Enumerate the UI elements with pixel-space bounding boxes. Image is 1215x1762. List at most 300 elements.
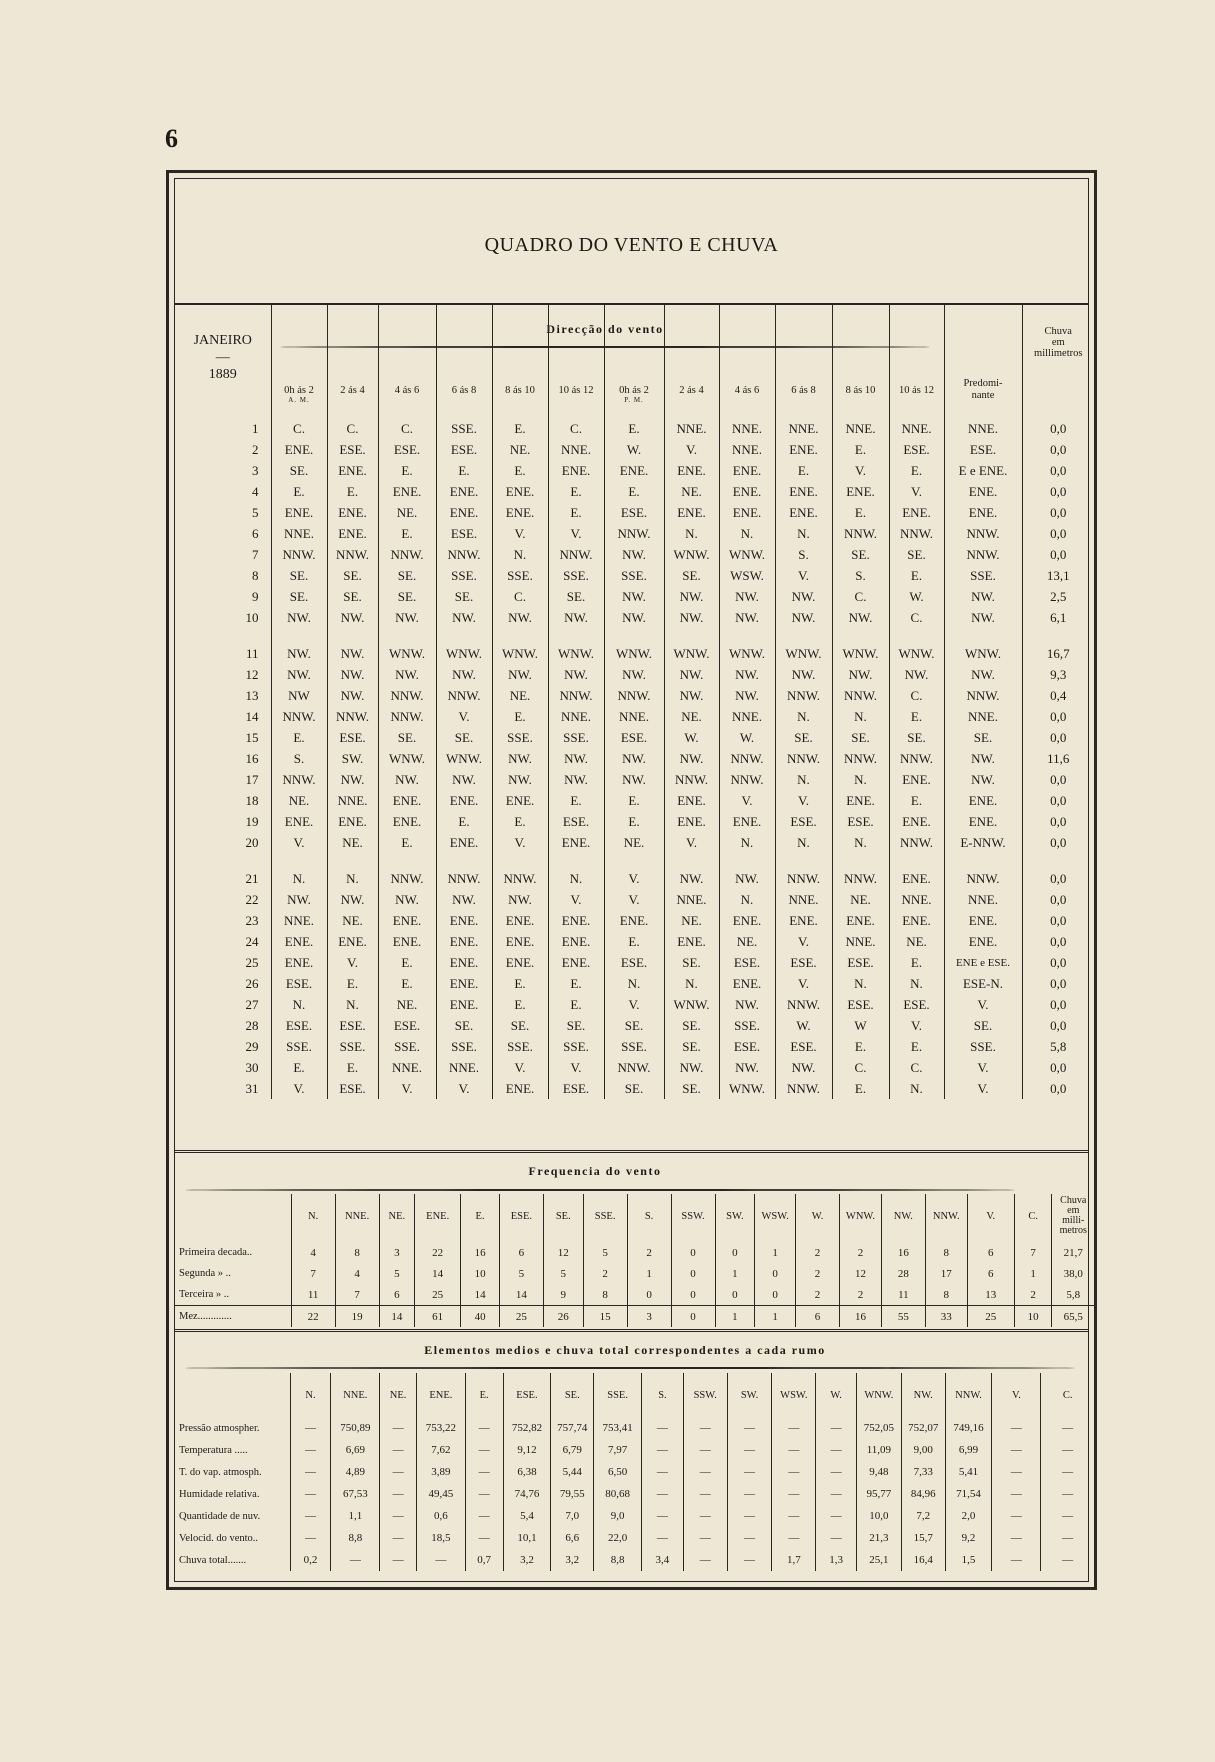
wind-cell: NW.	[548, 748, 604, 769]
element-cell: —	[772, 1417, 816, 1439]
wind-cell: NW.	[664, 607, 719, 628]
wind-cell: ENE.	[548, 832, 604, 853]
wind-cell: NW.	[548, 769, 604, 790]
table-row	[175, 1439, 1094, 1461]
element-cell: —	[642, 1439, 684, 1461]
predominant-cell: ENE.	[944, 481, 1022, 502]
wind-cell: E.	[378, 832, 436, 853]
wind-cell: N.	[492, 544, 548, 565]
rain-cell: 0,0	[1022, 790, 1094, 811]
wind-cell: NW.	[271, 607, 327, 628]
wind-cell: SE.	[889, 544, 944, 565]
predominant-cell: ENE.	[944, 910, 1022, 931]
frequency-cell: 40	[461, 1306, 500, 1328]
wind-cell: ENE.	[436, 502, 492, 523]
wind-cell: N.	[889, 1078, 944, 1099]
year-label: 1889	[208, 367, 237, 382]
wind-cell: ENE.	[492, 931, 548, 952]
frequency-cell: 1	[715, 1263, 755, 1284]
wind-cell: NW.	[775, 586, 832, 607]
wind-cell: NW.	[492, 607, 548, 628]
hour-header: 0h ás 2 A. M.	[271, 304, 327, 418]
wind-cell: SSE.	[548, 1036, 604, 1057]
frequency-cell: 2	[840, 1284, 882, 1306]
frequency-cell: 1	[715, 1306, 755, 1328]
wind-cell: E.	[775, 460, 832, 481]
rain-cell: 0,0	[1022, 973, 1094, 994]
frequency-cell: 2	[796, 1263, 840, 1284]
frequency-cell: 5	[499, 1263, 543, 1284]
wind-cell: SSE.	[492, 727, 548, 748]
frequency-cell: 0	[671, 1263, 715, 1284]
wind-cell: SE.	[436, 727, 492, 748]
element-cell: —	[727, 1527, 772, 1549]
wind-cell: C.	[327, 418, 378, 439]
wind-cell: ENE.	[436, 994, 492, 1015]
element-cell: —	[1041, 1461, 1094, 1483]
frequency-cell: 6	[796, 1306, 840, 1328]
wind-cell: N.	[832, 769, 889, 790]
element-cell: —	[380, 1417, 417, 1439]
frequency-cell: 25	[967, 1306, 1014, 1328]
wind-cell: N.	[832, 973, 889, 994]
day-cell: 18	[245, 792, 259, 808]
frequency-cell: 0	[671, 1238, 715, 1263]
predominant-cell: ENE e ESE.	[944, 952, 1022, 973]
wind-cell: NNE.	[775, 418, 832, 439]
frequency-cell: 10	[1014, 1306, 1052, 1328]
wind-cell: ESE.	[604, 952, 664, 973]
wind-cell: ESE.	[548, 1078, 604, 1099]
hour-header: 2 ás 4	[327, 304, 378, 418]
frequency-heading-flourish	[185, 1189, 1015, 1191]
element-cell: —	[772, 1505, 816, 1527]
element-cell: —	[816, 1461, 857, 1483]
table-row	[175, 544, 1094, 565]
predominant-cell: ENE.	[944, 931, 1022, 952]
element-cell: —	[380, 1505, 417, 1527]
wind-cell: ENE.	[775, 502, 832, 523]
direction-header: SSE.	[583, 1194, 627, 1238]
wind-cell: WNW.	[664, 994, 719, 1015]
wind-cell: C.	[548, 418, 604, 439]
wind-cell: SSE.	[327, 1036, 378, 1057]
wind-cell: NNW.	[436, 685, 492, 706]
direction-header: N.	[291, 1194, 335, 1238]
table-row	[175, 1263, 1094, 1284]
frequency-cell: 7	[291, 1263, 335, 1284]
element-cell: —	[1041, 1483, 1094, 1505]
wind-cell: ENE.	[548, 910, 604, 931]
wind-cell: V.	[664, 439, 719, 460]
day-cell: 27	[245, 996, 259, 1012]
rain-header: Chuva em millimetros	[1022, 304, 1094, 418]
wind-cell: NW.	[492, 889, 548, 910]
wind-cell: NE.	[327, 910, 378, 931]
day-cell: 30	[245, 1059, 259, 1075]
day-cell: 14	[245, 708, 259, 724]
predominant-header: Predomi- nante	[944, 304, 1022, 418]
wind-cell: N.	[664, 523, 719, 544]
wind-cell: V.	[271, 1078, 327, 1099]
day-cell: 17	[245, 771, 259, 787]
table-row	[175, 889, 1094, 910]
element-cell: 752,82	[503, 1417, 551, 1439]
table-row	[175, 1015, 1094, 1036]
month-header	[175, 304, 271, 418]
frequency-cell: 6	[967, 1263, 1014, 1284]
frequency-cell: 1	[627, 1263, 671, 1284]
wind-cell: SE.	[378, 586, 436, 607]
wind-cell: V.	[889, 1015, 944, 1036]
direction-header: WSW.	[772, 1373, 816, 1417]
wind-direction-heading: Direcção do vento	[546, 322, 664, 336]
wind-cell: ENE.	[719, 460, 775, 481]
wind-cell: ENE.	[719, 502, 775, 523]
wind-cell: ENE.	[664, 790, 719, 811]
element-cell: 4,89	[331, 1461, 380, 1483]
wind-cell: C.	[889, 685, 944, 706]
wind-cell: ESE.	[775, 1036, 832, 1057]
element-cell: 10,1	[503, 1527, 551, 1549]
wind-cell: NNW.	[604, 523, 664, 544]
elements-table	[175, 1373, 1094, 1571]
row-label: Pressão atmospher.	[179, 1422, 260, 1434]
wind-cell: V.	[664, 832, 719, 853]
wind-cell: W.	[664, 727, 719, 748]
frequency-cell: 8	[925, 1284, 967, 1306]
wind-cell: ENE.	[436, 481, 492, 502]
table-row	[175, 1306, 1094, 1328]
wind-cell: W.	[719, 727, 775, 748]
frequency-cell: 13	[967, 1284, 1014, 1306]
direction-header: V.	[992, 1373, 1041, 1417]
wind-cell: SE.	[378, 727, 436, 748]
element-cell: —	[1041, 1527, 1094, 1549]
wind-cell: NNW.	[548, 544, 604, 565]
wind-cell: E.	[604, 811, 664, 832]
frequency-cell: 1	[755, 1238, 796, 1263]
rain-cell: 11,6	[1022, 748, 1094, 769]
element-cell: —	[683, 1505, 727, 1527]
element-cell: 15,7	[901, 1527, 945, 1549]
rain-cell: 13,1	[1022, 565, 1094, 586]
frequency-cell: 28	[881, 1263, 925, 1284]
element-cell: —	[465, 1461, 503, 1483]
month-label: JANEIRO	[193, 333, 252, 348]
wind-cell: W.	[775, 1015, 832, 1036]
predominant-cell: E e ENE.	[944, 460, 1022, 481]
frequency-cell: 22	[291, 1306, 335, 1328]
wind-cell: WNW.	[719, 643, 775, 664]
wind-direction-table	[175, 304, 1094, 1099]
wind-cell: ENE.	[889, 811, 944, 832]
wind-cell: WNW.	[378, 643, 436, 664]
wind-cell: NNW.	[832, 748, 889, 769]
wind-cell: ENE.	[436, 910, 492, 931]
element-cell: 8,8	[594, 1549, 642, 1571]
wind-cell: ENE.	[378, 931, 436, 952]
element-cell: 2,0	[945, 1505, 992, 1527]
table-row	[175, 706, 1094, 727]
wind-cell: NNW.	[889, 523, 944, 544]
wind-cell: NW.	[436, 889, 492, 910]
wind-cell: WNW.	[832, 643, 889, 664]
wind-cell: ESE.	[271, 973, 327, 994]
wind-cell: NW.	[719, 607, 775, 628]
wind-cell: NW.	[436, 769, 492, 790]
direction-header: SSW.	[683, 1373, 727, 1417]
wind-cell: ENE.	[775, 481, 832, 502]
wind-cell: SE.	[889, 727, 944, 748]
frequency-cell: 0	[755, 1284, 796, 1306]
table-row	[175, 1078, 1094, 1099]
table-row	[175, 748, 1094, 769]
wind-cell: V.	[775, 973, 832, 994]
wind-cell: E.	[271, 727, 327, 748]
element-cell: —	[772, 1461, 816, 1483]
wind-cell: WNW.	[436, 748, 492, 769]
element-cell: 79,55	[551, 1483, 594, 1505]
element-cell: 0,7	[465, 1549, 503, 1571]
wind-cell: W.	[604, 439, 664, 460]
wind-cell: NNE.	[327, 790, 378, 811]
table-row	[175, 523, 1094, 544]
wind-cell: E.	[889, 706, 944, 727]
frequency-cell: 14	[499, 1284, 543, 1306]
wind-cell: V.	[492, 1057, 548, 1078]
wind-cell: S.	[271, 748, 327, 769]
wind-cell: E.	[378, 973, 436, 994]
wind-cell: NE.	[664, 706, 719, 727]
wind-cell: SE.	[327, 565, 378, 586]
wind-cell: WNW.	[378, 748, 436, 769]
table-row	[175, 664, 1094, 685]
wind-cell: NW.	[271, 889, 327, 910]
element-cell: 8,8	[331, 1527, 380, 1549]
wind-cell: SE.	[664, 1036, 719, 1057]
direction-header: WNW.	[840, 1194, 882, 1238]
table-row	[175, 481, 1094, 502]
day-cell: 1	[252, 420, 259, 436]
wind-cell: NW.	[719, 664, 775, 685]
frequency-cell: 5,8	[1052, 1284, 1094, 1306]
frequency-cell: 1	[755, 1306, 796, 1328]
element-cell: —	[772, 1483, 816, 1505]
wind-cell: SE.	[271, 565, 327, 586]
element-cell: 84,96	[901, 1483, 945, 1505]
predominant-cell: SSE.	[944, 1036, 1022, 1057]
wind-cell: E.	[378, 952, 436, 973]
wind-cell: N.	[775, 832, 832, 853]
hour-header: 2 ás 4	[664, 304, 719, 418]
day-cell: 22	[245, 891, 259, 907]
table-row	[175, 1527, 1094, 1549]
wind-cell: NE.	[664, 481, 719, 502]
frequency-cell: 65,5	[1052, 1306, 1094, 1328]
day-cell: 3	[252, 462, 259, 478]
wind-cell: NNE.	[604, 706, 664, 727]
wind-cell: ESE.	[378, 1015, 436, 1036]
wind-cell: SE.	[664, 1078, 719, 1099]
wind-cell: ESE.	[436, 439, 492, 460]
wind-cell: N.	[832, 706, 889, 727]
day-cell: 28	[245, 1017, 259, 1033]
direction-header: NNE.	[335, 1194, 379, 1238]
element-cell: 9,2	[945, 1527, 992, 1549]
wind-cell: NE.	[271, 790, 327, 811]
table-row	[175, 460, 1094, 481]
element-cell: —	[380, 1461, 417, 1483]
wind-cell: NNW.	[889, 748, 944, 769]
wind-cell: NW.	[604, 586, 664, 607]
wind-cell: ENE.	[604, 460, 664, 481]
wind-cell: SW.	[327, 748, 378, 769]
element-cell: 6,79	[551, 1439, 594, 1461]
wind-cell: E.	[832, 502, 889, 523]
wind-cell: V.	[492, 523, 548, 544]
wind-cell: ENE.	[548, 931, 604, 952]
wind-cell: N.	[775, 523, 832, 544]
wind-cell: SSE.	[604, 565, 664, 586]
wind-cell: ENE.	[775, 439, 832, 460]
predominant-cell: V.	[944, 994, 1022, 1015]
wind-cell: V.	[775, 931, 832, 952]
frequency-cell: 4	[291, 1238, 335, 1263]
wind-cell: NW.	[327, 643, 378, 664]
wind-cell: NW.	[436, 664, 492, 685]
element-cell: 21,3	[856, 1527, 901, 1549]
rain-cell: 0,0	[1022, 460, 1094, 481]
wind-cell: SE.	[271, 586, 327, 607]
wind-cell: ENE.	[271, 931, 327, 952]
wind-cell: ESE.	[327, 1078, 378, 1099]
wind-cell: SSE.	[378, 1036, 436, 1057]
wind-cell: WSW.	[719, 565, 775, 586]
frequency-cell: 2	[796, 1238, 840, 1263]
wind-cell: SSE.	[271, 1036, 327, 1057]
wind-cell: C.	[271, 418, 327, 439]
day-cell: 6	[252, 525, 259, 541]
wind-cell: WNW.	[436, 643, 492, 664]
table-row	[175, 952, 1094, 973]
row-label: Terceira » ..	[179, 1289, 229, 1300]
wind-cell: E.	[492, 418, 548, 439]
direction-header: E.	[465, 1373, 503, 1417]
element-cell: 9,48	[856, 1461, 901, 1483]
table-row	[175, 769, 1094, 790]
frequency-cell: 16	[881, 1238, 925, 1263]
table-row	[175, 910, 1094, 931]
element-cell: —	[683, 1483, 727, 1505]
rain-cell: 0,0	[1022, 1015, 1094, 1036]
wind-cell: ENE.	[889, 910, 944, 931]
wind-cell: NNE.	[775, 889, 832, 910]
day-cell: 5	[252, 504, 259, 520]
direction-header: E.	[461, 1194, 500, 1238]
wind-cell: NW.	[378, 664, 436, 685]
frequency-cell: 61	[415, 1306, 461, 1328]
wind-cell: ENE.	[832, 790, 889, 811]
page-title: QUADRO DO VENTO E CHUVA	[484, 234, 779, 256]
wind-cell: E.	[327, 1057, 378, 1078]
row-label: Quantidade de nuv.	[179, 1510, 261, 1522]
frequency-heading: Frequencia do vento	[528, 1164, 662, 1178]
wind-cell: E.	[604, 790, 664, 811]
direction-header: ENE.	[415, 1194, 461, 1238]
predominant-cell: NW.	[944, 748, 1022, 769]
wind-cell: N.	[548, 868, 604, 889]
element-cell: —	[992, 1417, 1041, 1439]
predominant-cell: V.	[944, 1057, 1022, 1078]
wind-cell: NW.	[548, 664, 604, 685]
predominant-cell: NNE.	[944, 706, 1022, 727]
wind-cell: WNW.	[664, 544, 719, 565]
rain-cell: 9,3	[1022, 664, 1094, 685]
predominant-cell: SE.	[944, 727, 1022, 748]
direction-header: S.	[642, 1373, 684, 1417]
table-row	[175, 586, 1094, 607]
wind-cell: NNW.	[271, 544, 327, 565]
wind-cell: E.	[327, 973, 378, 994]
row-gap	[175, 853, 1094, 868]
frequency-cell: 0	[627, 1284, 671, 1306]
wind-cell: ESE.	[327, 1015, 378, 1036]
table-row	[175, 643, 1094, 664]
table-row	[175, 1057, 1094, 1078]
wind-cell: ENE.	[889, 502, 944, 523]
wind-cell: W.	[889, 586, 944, 607]
wind-cell: NW.	[271, 643, 327, 664]
hour-header: 8 ás 10	[832, 304, 889, 418]
wind-cell: NW.	[548, 607, 604, 628]
wind-cell: NNE.	[664, 418, 719, 439]
wind-cell: SE.	[492, 1015, 548, 1036]
direction-header: SW.	[727, 1373, 772, 1417]
wind-cell: ESE.	[775, 952, 832, 973]
frequency-cell: 8	[925, 1238, 967, 1263]
wind-cell: ENE.	[719, 973, 775, 994]
predominant-cell: NW.	[944, 607, 1022, 628]
wind-cell: V.	[889, 481, 944, 502]
wind-cell: V.	[436, 1078, 492, 1099]
direction-header: WSW.	[755, 1194, 796, 1238]
wind-cell: NW.	[719, 868, 775, 889]
element-cell: 7,33	[901, 1461, 945, 1483]
wind-cell: N.	[664, 973, 719, 994]
wind-cell: NNW.	[719, 769, 775, 790]
day-cell: 29	[245, 1038, 259, 1054]
direction-header: SE.	[543, 1194, 583, 1238]
wind-cell: ESE.	[832, 994, 889, 1015]
wind-cell: ENE.	[436, 952, 492, 973]
wind-cell: ENE.	[719, 811, 775, 832]
wind-cell: ENE.	[327, 811, 378, 832]
wind-cell: SSE.	[492, 1036, 548, 1057]
month-dash: —	[215, 350, 230, 365]
wind-cell: SSE.	[604, 1036, 664, 1057]
element-cell: —	[290, 1505, 331, 1527]
wind-cell: ENE.	[436, 790, 492, 811]
row-label: T. do vap. atmosph.	[179, 1466, 262, 1478]
element-cell: 750,89	[331, 1417, 380, 1439]
wind-cell: E.	[889, 460, 944, 481]
element-cell: 6,50	[594, 1461, 642, 1483]
element-cell: —	[465, 1483, 503, 1505]
wind-cell: NNE.	[832, 931, 889, 952]
direction-header: V.	[967, 1194, 1014, 1238]
wind-cell: WNW.	[604, 643, 664, 664]
